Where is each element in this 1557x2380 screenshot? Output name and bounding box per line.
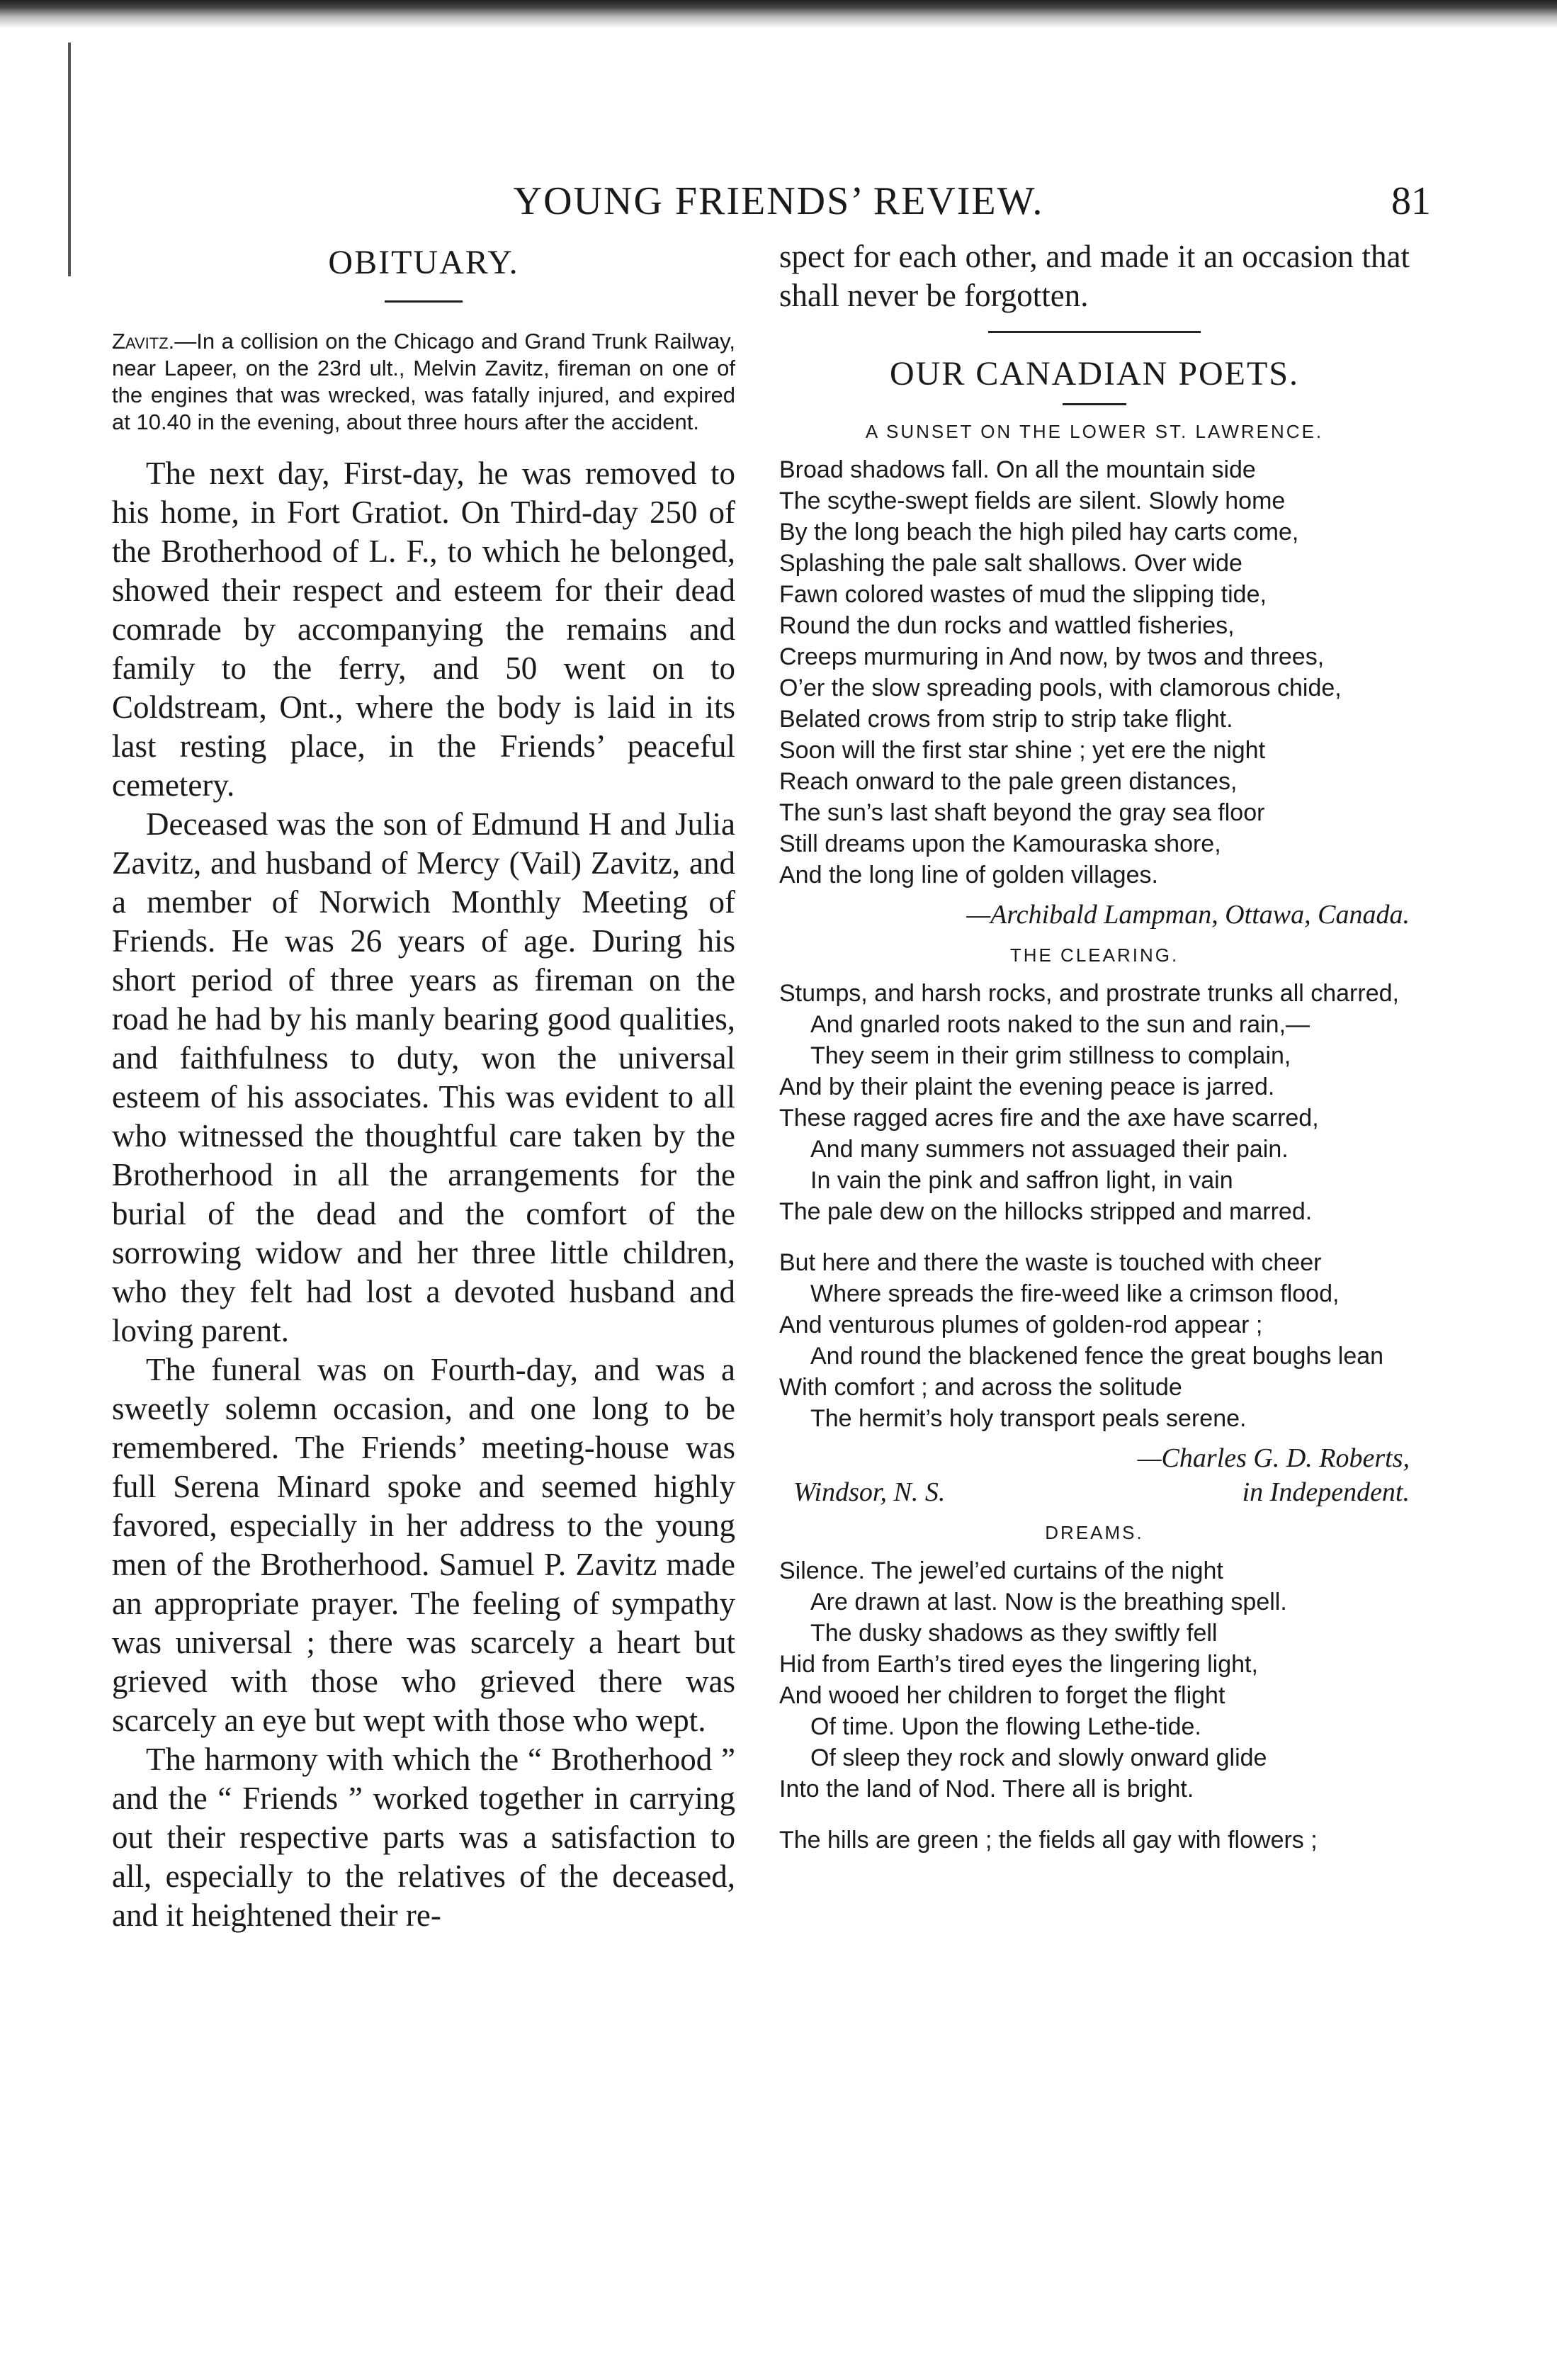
poets-heading: OUR CANADIAN POETS.	[889, 355, 1300, 393]
poem-line: And round the blackened fence the great boughs lean	[810, 1343, 1384, 1370]
poem-attribution: —Archibald Lampman, Ottawa, Canada.	[966, 900, 1410, 930]
running-head	[0, 179, 1557, 228]
poem-line: Still dreams upon the Kamouraska shore,	[779, 830, 1221, 857]
poem-line: But here and there the waste is touched with cheer	[779, 1249, 1322, 1276]
poem-line: Are drawn at last. Now is the breathing spell.	[810, 1589, 1287, 1615]
poem-line: With comfort ; and across the solitude	[779, 1374, 1182, 1401]
poem-line: Soon will the first star shine ; yet ere the night	[779, 737, 1266, 764]
poem-line: And many summers not assuaged their pain.	[810, 1136, 1289, 1163]
attribution-place: Windsor, N. S.	[793, 1477, 946, 1507]
poem-line: Where spreads the fire-weed like a crimson flood,	[810, 1280, 1340, 1307]
journal-title: YOUNG FRIENDS’ REVIEW.	[513, 179, 1044, 223]
poem-line: Of time. Upon the flowing Lethe-tide.	[810, 1713, 1201, 1740]
poem-line: Fawn colored wastes of mud the slipping tide,	[779, 581, 1267, 608]
heading-rule	[385, 300, 463, 303]
poem-line: And by their plaint the evening peace is jarred.	[779, 1073, 1275, 1100]
obituary-paragraph: The next day, First-day, he was removed to his home, in Fort Gratiot. On Third-day 250 of the Brotherhood of L. F., to which he belonged, showed their respect and esteem for their dead comrade by accompanying the remains and family to the ferry, and 50 went on to Coldstream, Ont., where the body is laid in its last resting place, in the Friends’ peaceful cemetery.	[112, 456, 735, 803]
obituary-paragraph: The funeral was on Fourth-day, and was a sweetly solemn occasion, and one long to be remembered. The Friends’ meeting-house was full Serena Minard spoke and seemed highly favored, especially in her address to the young men of the Brotherhood. Samuel P. Zavitz made an appropriate prayer. The feeling of sympathy was universal ; there was scarcely a heart but grieved with those who grieved there was scarcely an eye but wept with those who wept.	[112, 1352, 735, 1738]
poem-line: In vain the pink and saffron light, in vain	[810, 1167, 1233, 1194]
left-column	[112, 237, 735, 1935]
poem-line: They seem in their grim stillness to complain,	[810, 1042, 1291, 1069]
poem-line: And the long line of golden villages.	[779, 862, 1158, 889]
obituary-paragraph: The harmony with which the “ Brotherhood ” and the “ Friends ” worked together in carrying out their respective parts was a satisfaction to all, especially to the relatives of the deceased, and it heightened their re-	[112, 1742, 735, 1933]
poem-line: O’er the slow spreading pools, with clamorous chide,	[779, 675, 1342, 701]
heading-rule	[1063, 403, 1126, 405]
poem-line: By the long beach the high piled hay carts come,	[779, 519, 1299, 546]
poem-line: And wooed her children to forget the flight	[779, 1682, 1225, 1709]
poem-attribution-source	[779, 1475, 1410, 1509]
poem-line: The sun’s last shaft beyond the gray sea floor	[779, 799, 1265, 826]
obituary-notice	[112, 328, 735, 436]
poem-line: Stumps, and harsh rocks, and prostrate trunks all charred,	[779, 980, 1399, 1007]
poem-line: The pale dew on the hillocks stripped and marred.	[779, 1198, 1313, 1225]
poem-line: And gnarled roots naked to the sun and rain,—	[810, 1011, 1310, 1038]
poem-line: Hid from Earth’s tired eyes the lingering light,	[779, 1651, 1258, 1678]
section-rule	[988, 331, 1201, 333]
poem-title: THE CLEARING.	[1009, 944, 1179, 966]
poem-line: Belated crows from strip to strip take flight.	[779, 706, 1233, 733]
poem-line: Creeps murmuring in And now, by twos and threes,	[779, 643, 1325, 670]
notice-name: Zavitz.	[112, 329, 175, 354]
scan-edge-left	[68, 43, 71, 276]
poem-line: And venturous plumes of golden-rod appear ;	[779, 1312, 1263, 1338]
poem-line: Into the land of Nod. There all is bright.	[779, 1776, 1194, 1803]
scan-edge-top	[0, 0, 1557, 28]
poem-sunset	[779, 454, 1410, 891]
poem-line: Reach onward to the pale green distances,	[779, 768, 1238, 795]
poem-line: The scythe-swept fields are silent. Slowly home	[779, 487, 1286, 514]
poem-title: DREAMS.	[1045, 1522, 1144, 1543]
poem-line: The hermit’s holy transport peals serene.	[810, 1405, 1247, 1432]
poem-line: Broad shadows fall. On all the mountain side	[779, 456, 1256, 483]
obituary-paragraph: Deceased was the son of Edmund H and Julia Zavitz, and husband of Mercy (Vail) Zavitz, and a member of Norwich Monthly Meeting of Friends. He was 26 years of age. During his short period of three years as fireman on the road he had by his manly bearing good qualities, and faithfulness to duty, won the universal esteem of his associates. This was evident to all who witnessed the thoughtful care taken by the Brotherhood in all the arrangements for the burial of the dead and the comfort of the sorrowing widow and her three little children, who they felt had lost a devoted husband and loving parent.	[112, 806, 735, 1348]
poem-line: Silence. The jewel’ed curtains of the night	[779, 1557, 1223, 1584]
right-column	[779, 237, 1410, 1856]
poem-clearing	[779, 978, 1410, 1434]
poem-line: The hills are green ; the fields all gay with flowers ;	[779, 1827, 1318, 1854]
poem-dreams	[779, 1555, 1410, 1856]
obituary-heading: OBITUARY.	[328, 244, 519, 281]
continued-text: spect for each other, and made it an occasion that shall never be forgotten.	[779, 239, 1410, 313]
poem-attribution: —Charles G. D. Roberts,	[1137, 1443, 1410, 1473]
poem-line: Splashing the pale salt shallows. Over wide	[779, 550, 1242, 577]
poem-line: The dusky shadows as they swiftly fell	[810, 1620, 1218, 1647]
poem-line: Round the dun rocks and wattled fisheries,	[779, 612, 1235, 639]
notice-text: —In a collision on the Chicago and Grand Trunk Railway, near Lapeer, on the 23rd ult., Melvin Zavitz, fireman on one of the engines that was wrecked, was fatally injured, and expired at 10.40 in the evening, about three hours after the accident.	[112, 329, 735, 434]
poem-title: A SUNSET ON THE LOWER ST. LAWRENCE.	[865, 421, 1324, 442]
poem-line: Of sleep they rock and slowly onward glide	[810, 1744, 1267, 1771]
poem-line: These ragged acres fire and the axe have scarred,	[779, 1105, 1319, 1132]
attribution-publication: in Independent.	[1242, 1477, 1410, 1507]
page-number: 81	[1391, 179, 1431, 223]
